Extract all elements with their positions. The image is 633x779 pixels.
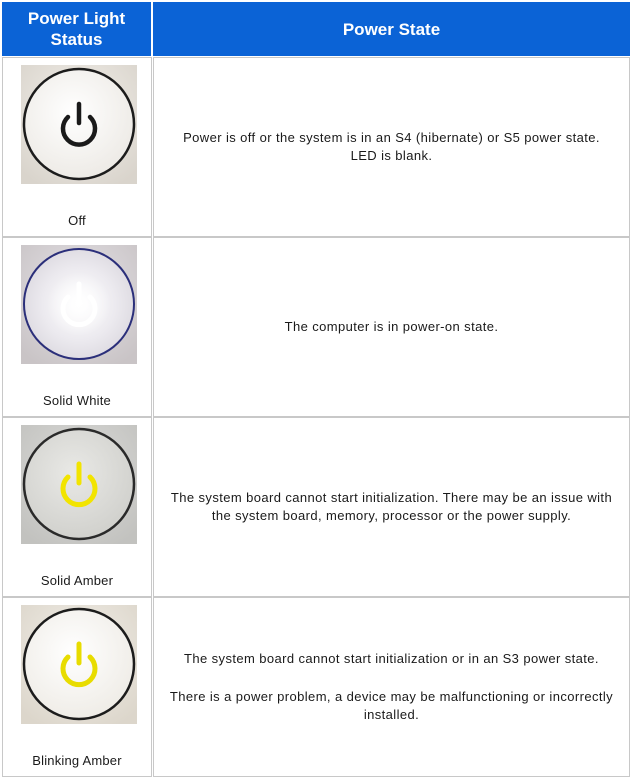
power-icon-off (21, 65, 137, 184)
status-label-solid-amber: Solid Amber (40, 573, 114, 588)
row-blinking-amber-status-cell (2, 597, 152, 777)
status-label-blinking-amber: Blinking Amber (32, 753, 122, 768)
state-text: The system board cannot start initialization. There may be an issue with the system board, memory, processor or the power supply. (170, 490, 613, 523)
status-label-off: Off (68, 213, 86, 228)
row-solid-amber-state-cell (153, 417, 630, 597)
row-solid-white-state-cell (153, 237, 630, 417)
state-text-2: There is a power problem, a device may be malfunctioning or incorrectly installed. (169, 689, 614, 722)
status-label-solid-white: Solid White (43, 393, 111, 408)
header-power-light-status (2, 2, 151, 56)
header-state-label: Power State (342, 19, 441, 39)
row-off-status-cell (2, 57, 152, 237)
row-solid-white-status-cell (2, 237, 152, 417)
power-icon-white (21, 245, 137, 364)
state-text: Power is off or the system is in an S4 (hibernate) or S5 power state. LED is blank. (183, 130, 600, 163)
header-power-state (153, 2, 630, 56)
header-status-line2: Status (50, 30, 103, 49)
row-blinking-amber-state-cell (153, 597, 630, 777)
power-icon-amber (21, 425, 137, 544)
row-off-state-cell (153, 57, 630, 237)
row-solid-amber-status-cell (2, 417, 152, 597)
header-status-line1: Power Light (27, 9, 126, 28)
state-text: The computer is in power-on state. (284, 319, 499, 334)
power-icon-amber-blinking (21, 605, 137, 724)
state-text-1: The system board cannot start initialization or in an S3 power state. (184, 651, 599, 666)
